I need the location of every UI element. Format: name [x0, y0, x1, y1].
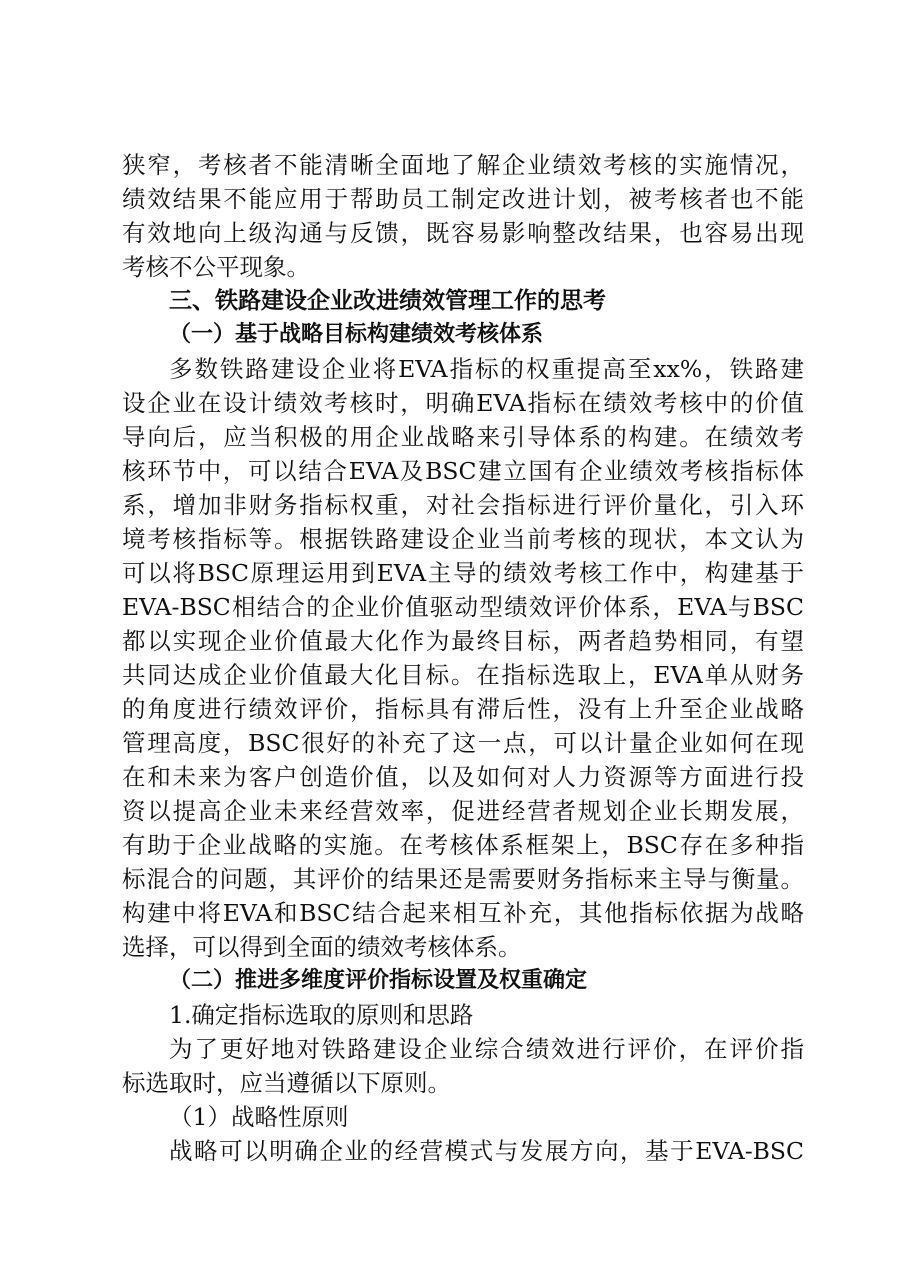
- paragraph-line: 境考核指标等。根据铁路建设企业当前考核的现状，本文认为: [122, 525, 804, 553]
- paragraph-line: 共同达成企业价值最大化目标。在指标选取上，EVA单从财务: [122, 661, 804, 689]
- subsection-heading: （一）基于战略目标构建绩效考核体系: [169, 322, 544, 347]
- paragraph-line: EVA-BSC相结合的企业价值驱动型绩效评价体系，EVA与BSC: [122, 593, 804, 621]
- paragraph-line: 资以提高企业未来经营效率，促进经营者规划企业长期发展，: [122, 797, 804, 825]
- item-heading: 1.确定指标选取的原则和思路: [169, 1001, 474, 1029]
- paragraph-line: 设企业在设计绩效考核时，明确EVA指标在绩效考核中的价值: [122, 389, 804, 417]
- paragraph-line: 有效地向上级沟通与反馈，既容易影响整改结果，也容易出现: [122, 219, 804, 247]
- subsection-heading: （二）推进多维度评价指标设置及权重确定: [169, 968, 588, 993]
- paragraph-line: 选择，可以得到全面的绩效考核体系。: [122, 933, 522, 961]
- paragraph-line: 核环节中，可以结合EVA及BSC建立国有企业绩效考核指标体: [122, 457, 804, 485]
- paragraph-line: 绩效结果不能应用于帮助员工制定改进计划，被考核者也不能: [122, 185, 804, 213]
- paragraph-line: 在和未来为客户创造价值，以及如何对人力资源等方面进行投: [122, 763, 804, 791]
- section-heading: 三、铁路建设企业改进绩效管理工作的思考: [169, 288, 606, 314]
- paragraph-line: 标混合的问题，其评价的结果还是需要财务指标来主导与衡量。: [122, 865, 804, 893]
- paragraph-line: 为了更好地对铁路建设企业综合绩效进行评价，在评价指: [169, 1035, 804, 1063]
- paragraph-line: 狭窄，考核者不能清晰全面地了解企业绩效考核的实施情况，: [122, 151, 804, 179]
- paragraph-line: 可以将BSC原理运用到EVA主导的绩效考核工作中，构建基于: [122, 559, 804, 587]
- item-heading: （1）战略性原则: [169, 1103, 349, 1131]
- paragraph-line: 考核不公平现象。: [122, 253, 310, 281]
- paragraph-line: 有助于企业战略的实施。在考核体系框架上，BSC存在多种指: [122, 831, 804, 859]
- paragraph-line: 导向后，应当积极的用企业战略来引导体系的构建。在绩效考: [122, 423, 804, 451]
- paragraph-line: 的角度进行绩效评价，指标具有滞后性，没有上升至企业战略: [122, 695, 804, 723]
- paragraph-line: 管理高度，BSC很好的补充了这一点，可以计量企业如何在现: [122, 729, 804, 757]
- paragraph-line: 标选取时，应当遵循以下原则。: [122, 1069, 451, 1097]
- paragraph-line: 多数铁路建设企业将EVA指标的权重提高至xx%，铁路建: [169, 355, 804, 383]
- document-page: [122, 148, 804, 1168]
- paragraph-line: 系，增加非财务指标权重，对社会指标进行评价量化，引入环: [122, 491, 804, 519]
- paragraph-line: 都以实现企业价值最大化作为最终目标，两者趋势相同，有望: [122, 627, 804, 655]
- paragraph-line: 构建中将EVA和BSC结合起来相互补充，其他指标依据为战略: [122, 899, 804, 927]
- paragraph-line: 战略可以明确企业的经营模式与发展方向，基于EVA-BSC: [169, 1137, 804, 1165]
